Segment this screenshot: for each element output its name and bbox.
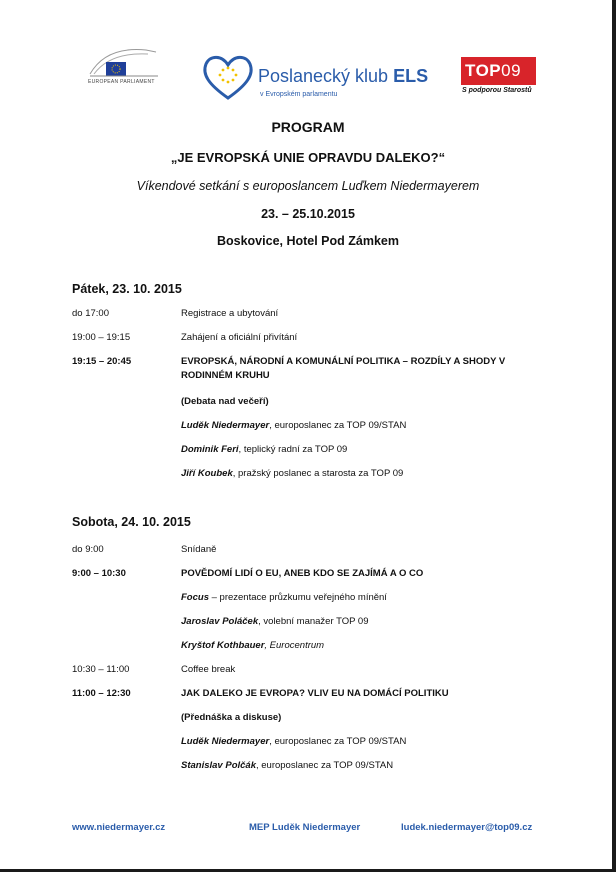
footer-email-link[interactable]: ludek.niedermayer@top09.cz (401, 822, 533, 833)
page-edge (612, 0, 616, 872)
event-subtitle: Víkendové setkání s europoslancem Luďkem Niedermayerem (136, 179, 480, 193)
top09-badge: TOP09 (461, 57, 536, 85)
top09-logo (461, 57, 541, 97)
day-saturday-heading: Sobota, 24. 10. 2015 (72, 515, 191, 529)
ep-caption: EUROPEAN PARLIAMENT (88, 79, 155, 85)
els-title: Poslanecký klub ELS (258, 66, 429, 86)
els-subtitle: v Evropském parlamentu (260, 91, 338, 98)
parliament-building-icon (86, 44, 162, 80)
event-title: „JE EVROPSKÁ UNIE OPRAVDU DALEKO?“ (170, 150, 446, 165)
top09-tagline: S podporou Starostů (462, 87, 532, 94)
european-parliament-logo (86, 44, 162, 90)
footer-website-link[interactable]: www.niedermayer.cz (72, 822, 166, 833)
event-dates: 23. – 25.10.2015 (261, 207, 355, 221)
heart-stars-icon (200, 52, 256, 102)
event-place: Boskovice, Hotel Pod Zámkem (216, 234, 399, 248)
els-club-logo (200, 52, 450, 104)
day-friday-heading: Pátek, 23. 10. 2015 (72, 282, 182, 296)
footer-mep-name: MEP Luděk Niedermayer (249, 822, 361, 833)
program-heading: PROGRAM (271, 119, 345, 135)
